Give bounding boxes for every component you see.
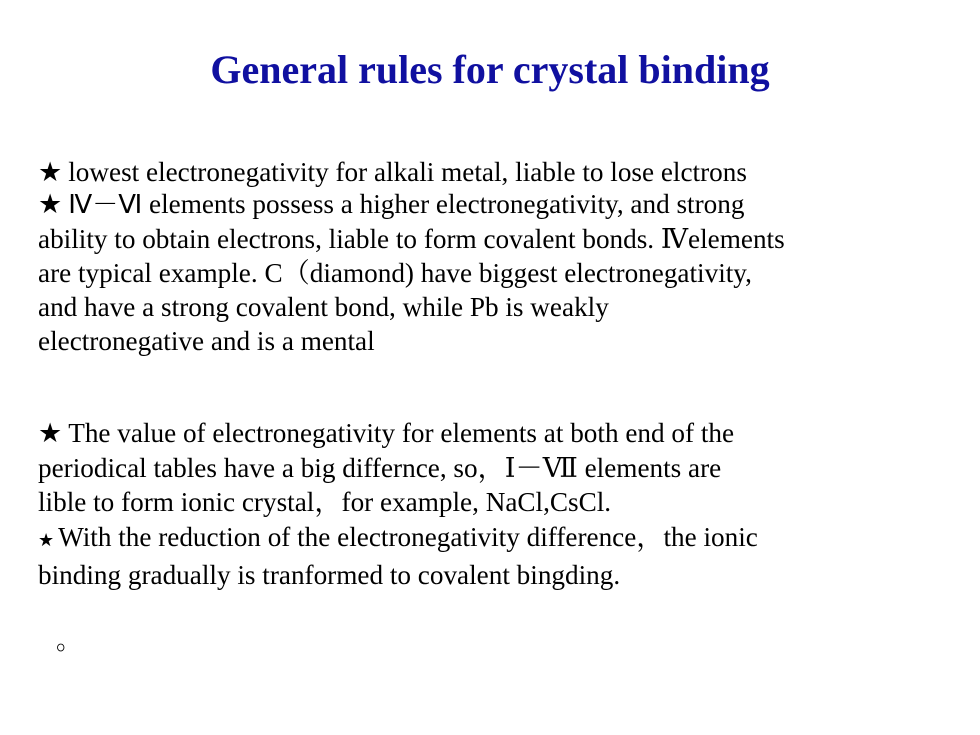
paragraph-covalent-elements (38, 187, 948, 358)
paragraph-line: periodical tables have a big differnce, so，Ⅰ－Ⅶ elements are (38, 453, 722, 483)
roman-group-label: Ⅳ－Ⅵ (68, 190, 143, 220)
star-icon: ★ (38, 189, 63, 220)
star-icon: ★ (38, 418, 63, 449)
paragraph-line (38, 187, 948, 222)
paragraph-line: are typical example. C（diamond) have biggest electronegativity, (38, 258, 752, 288)
paragraph-text: The value of electronegativity for elements at both end of the (68, 418, 735, 448)
trailing-period-mark: 。 (56, 626, 83, 655)
paragraph-line: and have a strong covalent bond, while Pb is weakly (38, 292, 609, 322)
paragraph-line: ability to obtain electrons, liable to form covalent bonds. Ⅳelements (38, 224, 785, 254)
paragraph-ionic-crystal (38, 416, 948, 519)
paragraph-line (38, 155, 948, 190)
small-star-icon: ★ (38, 530, 55, 551)
paragraph-line (38, 520, 948, 558)
paragraph-line: electronegative and is a mental (38, 326, 375, 356)
paragraph-text: elements possess a higher electronegativity, and strong (142, 189, 745, 219)
paragraph-line (38, 416, 948, 451)
paragraph-binding-transition (38, 520, 948, 592)
paragraph-text: With the reduction of the electronegativity difference，the ionic (58, 522, 758, 552)
paragraph-line: lible to form ionic crystal，for example, NaCl,CsCl. (38, 487, 612, 517)
paragraph-line: binding gradually is tranformed to covalent bingding. (38, 560, 621, 590)
paragraph-alkali-metal (38, 155, 948, 190)
star-icon: ★ (38, 157, 63, 188)
paragraph-text: lowest electronegativity for alkali metal, liable to lose elctrons (68, 157, 747, 187)
slide-title: General rules for crystal binding (210, 47, 770, 92)
